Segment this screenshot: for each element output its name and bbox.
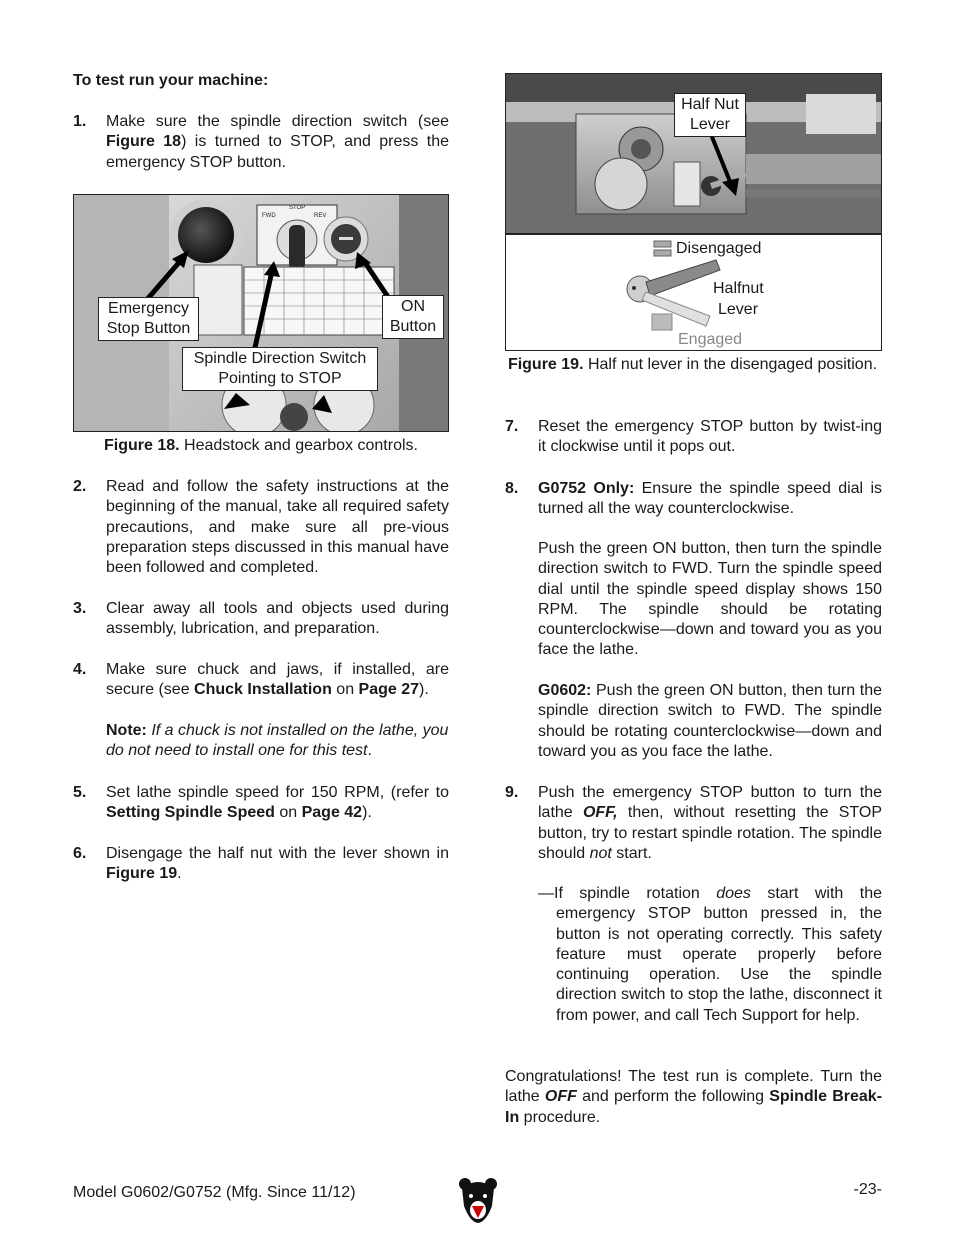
step-4-note: Note: If a chuck is not installed on the lathe, you do not need to install one for this test. (106, 722, 449, 760)
step-9: 9. Push the emergency STOP button to turn the lathe OFF, then, without resetting the STOP button, try to restart spindle rotation. The spindle should not start. (505, 784, 883, 862)
label-engaged: Engaged (678, 331, 743, 348)
grizzly-bear-logo-icon (458, 1176, 498, 1224)
footer-model: Model G0602/G0752 (Mfg. Since 11/12) (73, 1184, 356, 1201)
callout-direction-switch: Spindle Direction Switch Pointing to STOP (182, 347, 378, 391)
step-1: 1. Make sure the spindle direction switch (see Figure 18) is turned to STOP, and press the emergency STOP button. (73, 113, 449, 171)
step-9-warning: —If spindle rotation does start with the emergency STOP button pressed in, the button is not operating correctly. This safety feature must operate properly before continuing operation. Use the spindle direction switch to stop the lathe, disconnect it from power, and call Tech Support for help. (538, 885, 882, 1024)
page-42-ref[interactable]: Page 42 (301, 804, 363, 822)
left-column (73, 112, 449, 1172)
callout-on-button: ON Button (382, 295, 444, 339)
svg-text:STOP: STOP (289, 205, 306, 211)
step-6: 6. Disengage the half nut with the lever shown in Figure 19. (73, 845, 449, 883)
figure-18-caption: Figure 18. Headstock and gearbox controls. (104, 437, 418, 454)
page-number: -23- (853, 1181, 882, 1198)
page-27-ref[interactable]: Page 27 (358, 681, 420, 699)
svg-text:REV: REV (314, 213, 327, 219)
figure-19-caption: Figure 19. Half nut lever in the disengaged position. (507, 356, 878, 373)
step-8: 8. G0752 Only: Ensure the spindle speed dial is turned all the way counterclockwise. (505, 480, 883, 518)
spindle-break-in-ref[interactable]: Spindle Break-In (505, 1088, 883, 1126)
label-halfnut: Halfnut (713, 280, 764, 297)
congratulations: Congratulations! The test run is complete. Turn the lathe OFF and perform the following Spindle Break-In procedure. (505, 1068, 883, 1126)
step-2: 2. Read and follow the safety instructions at the beginning of the manual, take all required safety precautions, and make sure all pre-vious preparation steps discussed in this manual have been followed and completed. (73, 478, 449, 577)
chuck-installation-ref[interactable]: Chuck Installation (194, 681, 332, 699)
step-3: 3. Clear away all tools and objects used during assembly, lubrication, and preparation. (73, 600, 449, 638)
step-8-g0602: G0602: Push the green ON button, then turn the spindle direction switch to FWD. The spindle should be rotating counterclockwise—down and toward you as you face the lathe. (538, 682, 882, 760)
setting-spindle-speed-ref[interactable]: Setting Spindle Speed (106, 804, 275, 822)
figure-19 (505, 73, 882, 351)
callout-emergency-stop: Emergency Stop Button (98, 297, 199, 341)
label-disengaged: Disengaged (676, 240, 762, 257)
right-column (505, 73, 882, 1153)
section-heading: To test run your machine: (73, 72, 269, 89)
figure-18-ref[interactable]: Figure 18 (106, 133, 182, 151)
step-5: 5. Set lathe spindle speed for 150 RPM, (refer to Setting Spindle Speed on Page 42). (73, 784, 449, 822)
svg-text:FWD: FWD (262, 213, 276, 219)
callout-half-nut-lever: Half Nut Lever (674, 93, 746, 137)
half-nut-diagram (506, 234, 881, 350)
step-4: 4. Make sure chuck and jaws, if installed, are secure (see Chuck Installation on Page 27). (73, 661, 449, 699)
figure-19-ref[interactable]: Figure 19 (106, 865, 178, 883)
step-8-fwd: Push the green ON button, then turn the spindle direction switch to FWD. Turn the spindle speed dial until the spindle speed display shows 150 RPM. The spindle should be rotating counterclockwise—down and toward you as you face the lathe. (538, 540, 882, 659)
label-lever: Lever (718, 301, 759, 318)
figure-18 (73, 194, 449, 432)
step-7: 7. Reset the emergency STOP button by twist-ing it clockwise until it pops out. (505, 418, 882, 456)
